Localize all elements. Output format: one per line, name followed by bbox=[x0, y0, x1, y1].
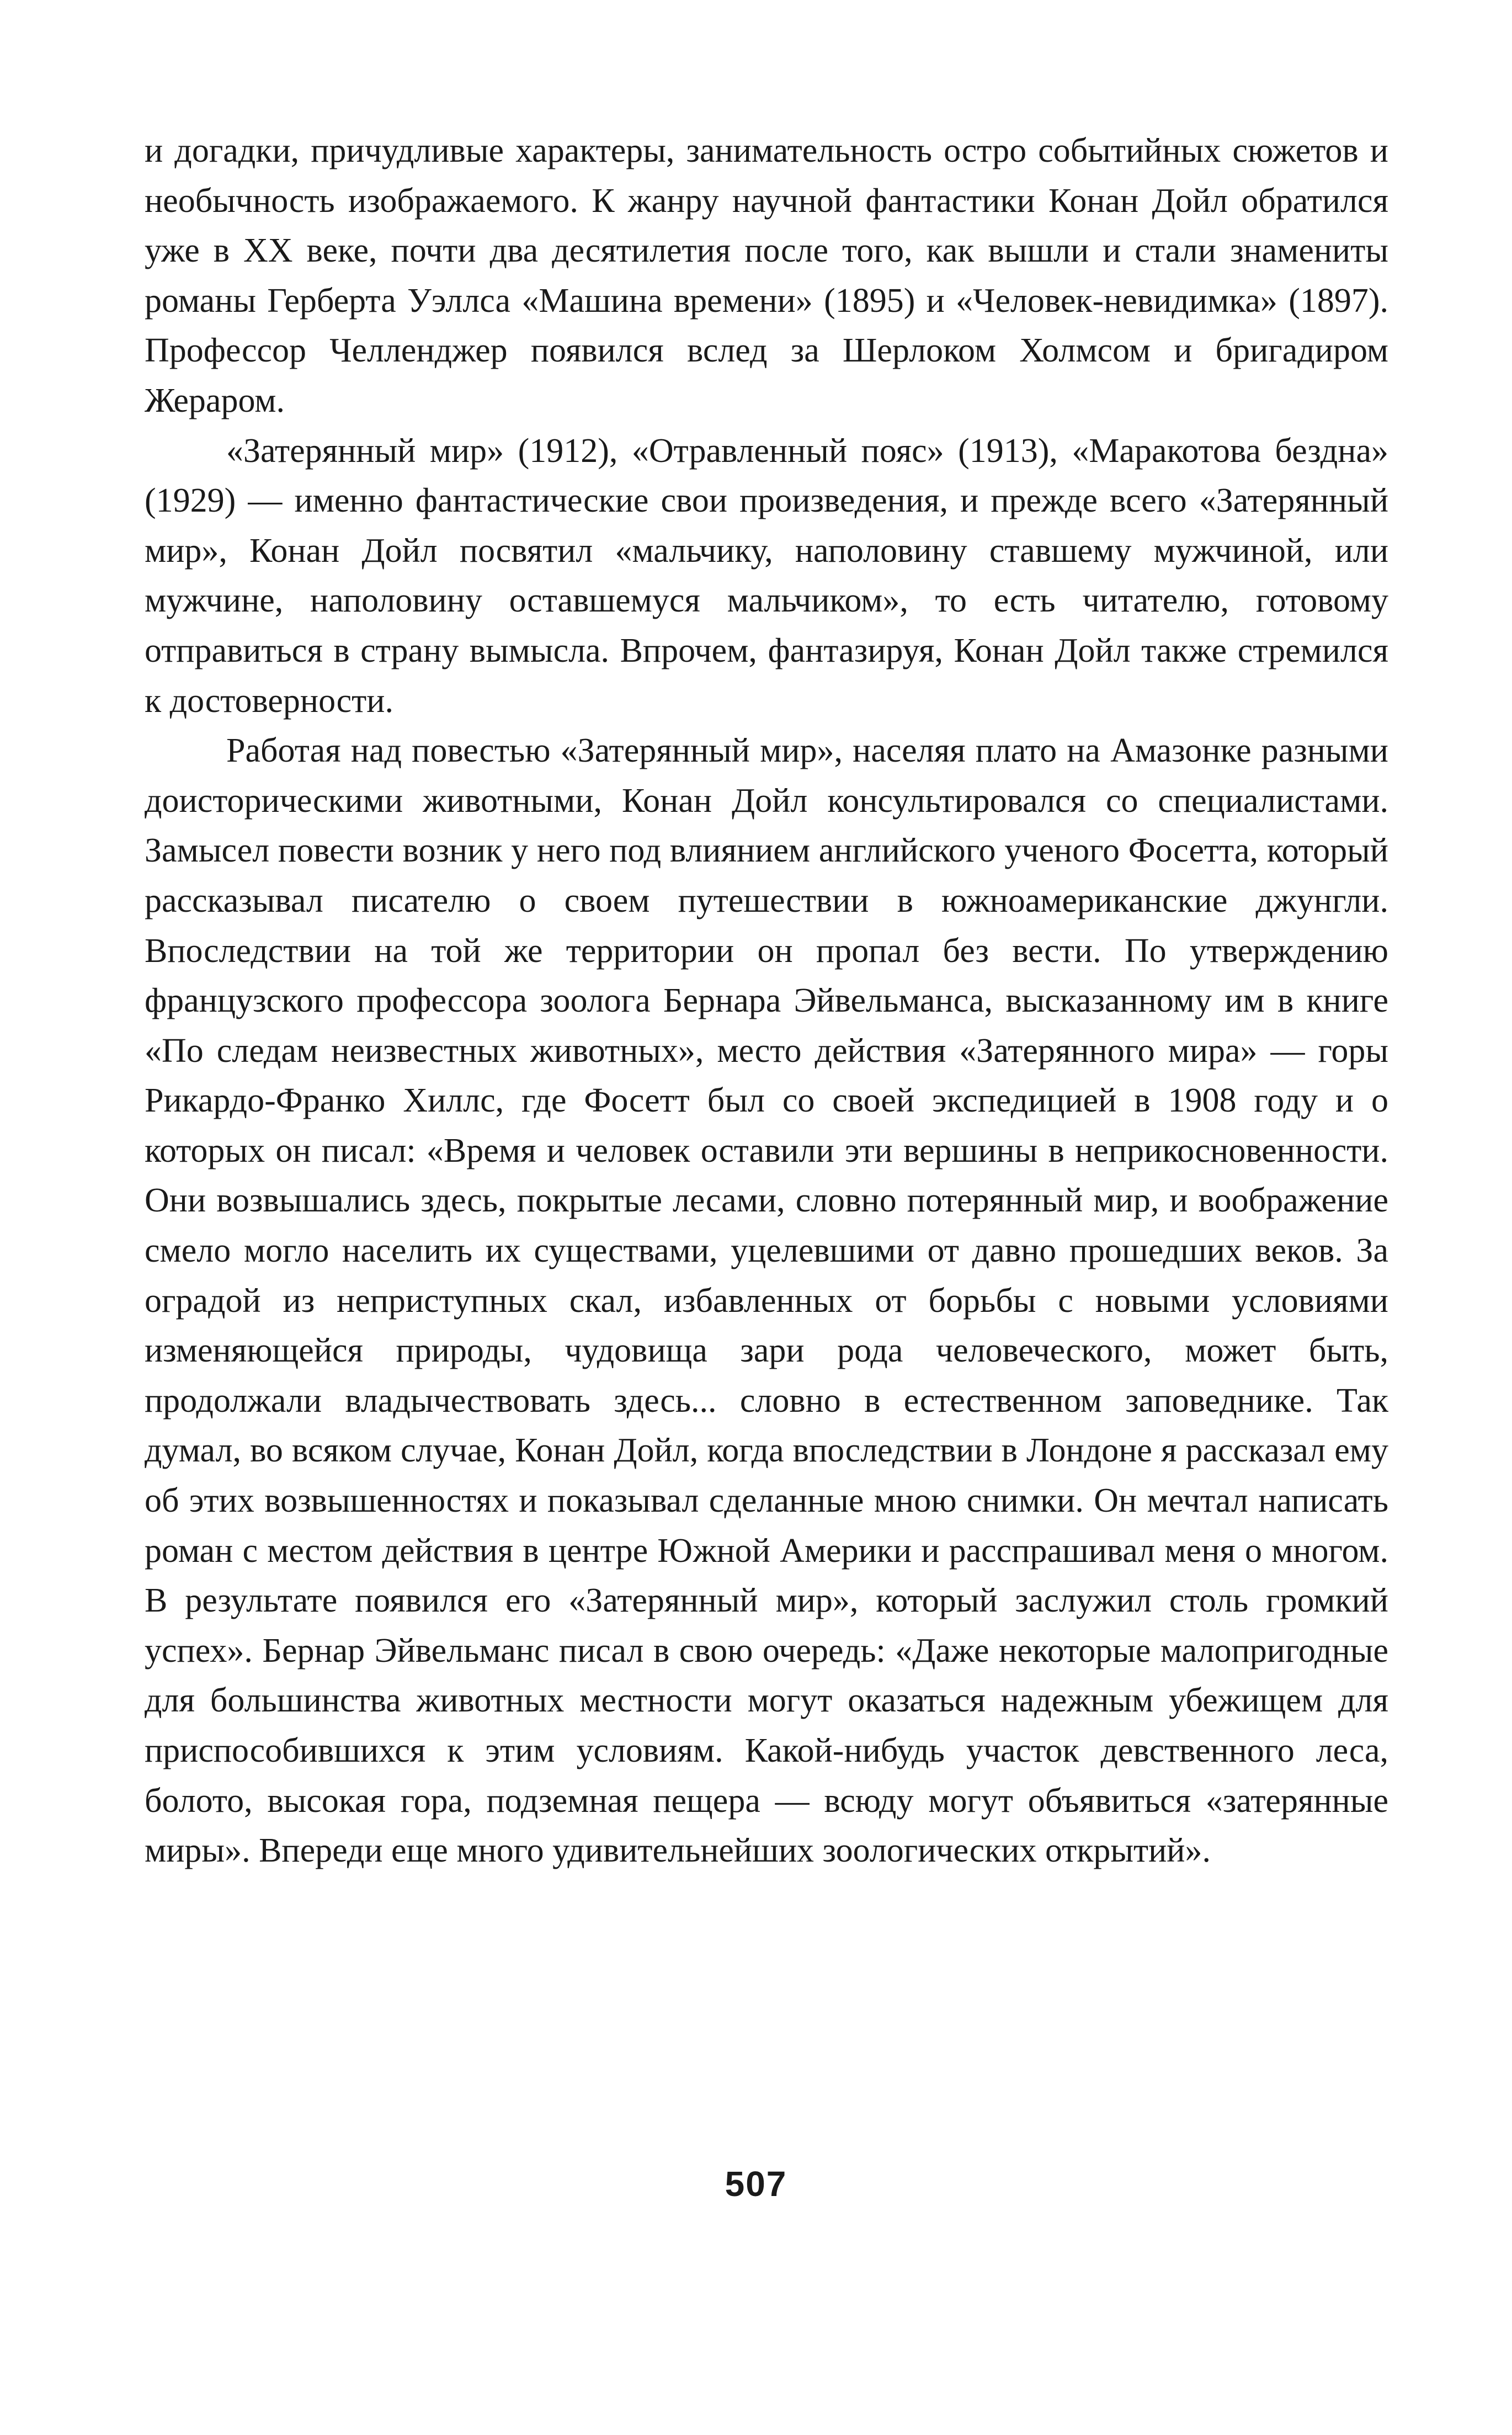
paragraph-continuation: и догадки, причудливые характеры, занимательность остро событийных сюжетов и необычность изображаемого. К жанру научной фантастики Конан Дойл обратился уже в XX веке, почти два десятилетия после того, как вышли и стали знамениты романы Герберта Уэллса «Машина времени» (1895) и «Человек-невидимка» (1897). Профессор Челленджер появился вслед за Шерлоком Холмсом и бригадиром Жераром. bbox=[145, 132, 1388, 419]
page-number: 507 bbox=[725, 2164, 787, 2204]
paragraph-fawcett-heuvelmans: Работая над повестью «Затерянный мир», населяя плато на Амазонке разными доисторическими животными, Конан Дойл консультировался со специалистами. Замысел повести возник у него под влиянием английского ученого Фосетта, который рассказывал писателю о своем путешествии в южноамериканские джунгли. Впоследствии на той же территории он пропал без вести. По утверждению французского профессора зоолога Бернара Эйвельманса, высказанному им в книге «По следам неизвестных животных», место действия «Затерянного мира» — горы Рикардо-Франко Хиллс, где Фосетт был со своей экспедицией в 1908 году и о которых он писал: «Время и человек оставили эти вершины в неприкосновенности. Они возвышались здесь, покрытые лесами, словно потерянный мир, и воображение смело могло населить их существами, уцелевшими от давно прошедших веков. За оградой из неприступных скал, избавленных от борьбы с новыми условиями изменяющейся природы, чудовища зари рода человеческого, может быть, продолжали владычествовать здесь... словно в естественном заповеднике. Так думал, во всяком случае, Конан Дойл, когда впоследствии в Лондоне я рассказал ему об этих возвышенностях и показывал сделанные мною снимки. Он мечтал написать роман с местом действия в центре Южной Америки и расспрашивал меня о многом. В результате появился его «Затерянный мир», который заслужил столь громкий успех». Бернар Эйвельманс писал в свою очередь: «Даже некоторые малопригодные для большинства животных местности могут оказаться надежным убежищем для приспособившихся к этим условиям. Какой-нибудь участок девственного леса, болото, высокая гора, подземная пещера — всюду могут объявиться «затерянные миры». Впереди еще много удивительнейших зоологических открытий». bbox=[145, 732, 1388, 1870]
page-body bbox=[145, 126, 1388, 1876]
paragraph-lost-world-works: «Затерянный мир» (1912), «Отравленный пояс» (1913), «Маракотова бездна» (1929) — именно фантастические свои произведения, и прежде всего «Затерянный мир», Конан Дойл посвятил «мальчику, наполовину ставшему мужчиной, или мужчине, наполовину оставшемуся мальчиком», то есть читателю, готовому отправиться в страну вымысла. Впрочем, фантазируя, Конан Дойл также стремился к достоверности. bbox=[145, 432, 1388, 720]
